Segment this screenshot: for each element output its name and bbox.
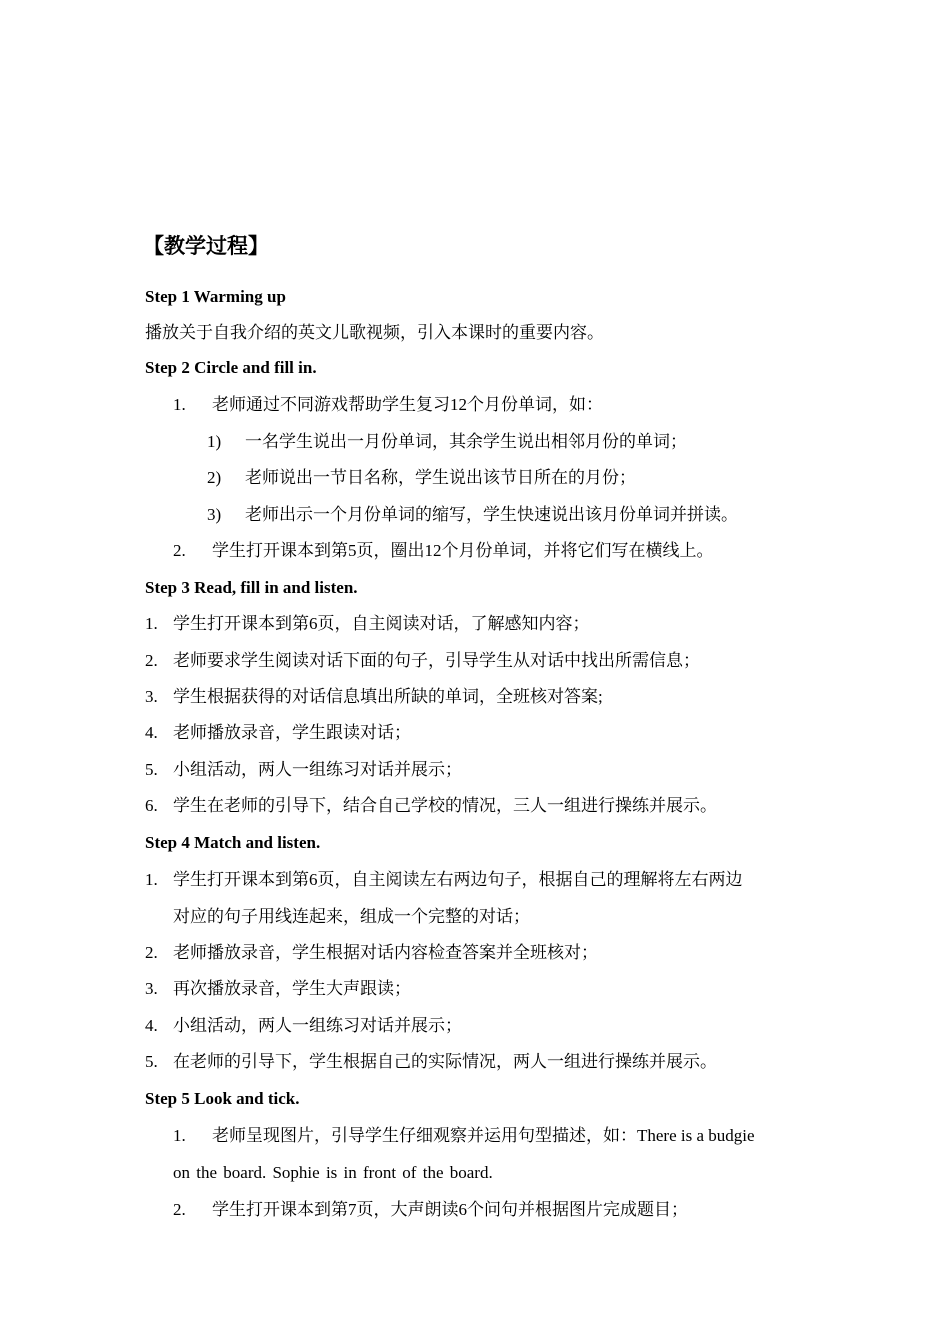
item-text: 老师要求学生阅读对话下面的句子，引导学生从对话中找出所需信息； xyxy=(173,651,700,670)
item-text: 学生打开课本到第6页，自主阅读对话，了解感知内容； xyxy=(173,614,590,633)
list-item xyxy=(173,1126,755,1146)
item-text: 小组活动，两人一组练习对话并展示； xyxy=(173,1016,462,1035)
item-number: 1. xyxy=(145,870,158,889)
list-item xyxy=(207,505,738,525)
item-number: 1. xyxy=(173,1126,186,1145)
item-text: 学生打开课本到第6页，自主阅读左右两边句子，根据自己的理解将左右两边 xyxy=(173,870,743,889)
item-text: 在老师的引导下，学生根据自己的实际情况，两人一组进行操练并展示。 xyxy=(173,1052,717,1071)
item-text: 老师呈现图片，引导学生仔细观察并运用句型描述，如：There is a budgie xyxy=(212,1126,755,1145)
item-number: 2) xyxy=(207,468,222,487)
list-item xyxy=(145,1016,462,1036)
item-number: 6. xyxy=(145,796,158,815)
list-item xyxy=(145,760,462,780)
item-number: 3. xyxy=(145,687,158,706)
step2-title: Step 2 Circle and fill in. xyxy=(145,358,317,377)
item-text: 学生根据获得的对话信息填出所缺的单词，全班核对答案; xyxy=(173,687,603,706)
list-item xyxy=(145,943,598,963)
item-continuation: 对应的句子用线连起来，组成一个完整的对话； xyxy=(173,907,530,926)
item-text: 老师出示一个月份单词的缩写，学生快速说出该月份单词并拼读。 xyxy=(245,505,738,524)
list-item xyxy=(145,723,411,743)
item-number: 4. xyxy=(145,723,158,742)
item-number: 3) xyxy=(207,505,222,524)
item-number: 1. xyxy=(173,395,186,414)
list-item xyxy=(145,870,743,890)
list-item xyxy=(145,796,717,816)
item-number: 2. xyxy=(145,943,158,962)
item-number: 2. xyxy=(145,651,158,670)
list-item xyxy=(173,1200,688,1220)
item-number: 5. xyxy=(145,1052,158,1071)
item-number: 5. xyxy=(145,760,158,779)
list-item xyxy=(145,651,700,671)
step1-title: Step 1 Warming up xyxy=(145,287,286,306)
list-item xyxy=(173,541,714,561)
item-text: 学生打开课本到第7页，大声朗读6个问句并根据图片完成题目； xyxy=(212,1200,688,1219)
list-item xyxy=(145,614,590,634)
item-number: 4. xyxy=(145,1016,158,1035)
item-number: 2. xyxy=(173,1200,186,1219)
item-text: 老师通过不同游戏帮助学生复习12个月份单词，如： xyxy=(212,395,603,414)
list-item xyxy=(145,687,603,707)
list-item xyxy=(173,395,603,415)
item-continuation: on the board. Sophie is in front of the board. xyxy=(173,1163,493,1182)
item-number: 1. xyxy=(145,614,158,633)
step3-title: Step 3 Read, fill in and listen. xyxy=(145,578,358,597)
item-text: 一名学生说出一月份单词，其余学生说出相邻月份的单词； xyxy=(245,432,687,451)
step1-text: 播放关于自我介绍的英文儿歌视频，引入本课时的重要内容。 xyxy=(145,323,604,342)
item-text: 学生在老师的引导下，结合自己学校的情况，三人一组进行操练并展示。 xyxy=(173,796,717,815)
item-text: 老师播放录音，学生根据对话内容检查答案并全班核对； xyxy=(173,943,598,962)
item-text: 再次播放录音，学生大声跟读； xyxy=(173,979,411,998)
step4-title: Step 4 Match and listen. xyxy=(145,833,321,852)
item-text: 老师播放录音，学生跟读对话； xyxy=(173,723,411,742)
list-item xyxy=(145,979,411,999)
section-heading: 【教学过程】 xyxy=(143,234,269,258)
item-text: 小组活动，两人一组练习对话并展示； xyxy=(173,760,462,779)
item-number: 1) xyxy=(207,432,222,451)
item-text: 老师说出一节日名称，学生说出该节日所在的月份； xyxy=(245,468,636,487)
list-item xyxy=(207,468,636,488)
list-item xyxy=(145,1052,717,1072)
item-text: 学生打开课本到第5页，圈出12个月份单词，并将它们写在横线上。 xyxy=(212,541,714,560)
item-number: 2. xyxy=(173,541,186,560)
list-item xyxy=(207,432,687,452)
item-number: 3. xyxy=(145,979,158,998)
step5-title: Step 5 Look and tick. xyxy=(145,1089,300,1108)
